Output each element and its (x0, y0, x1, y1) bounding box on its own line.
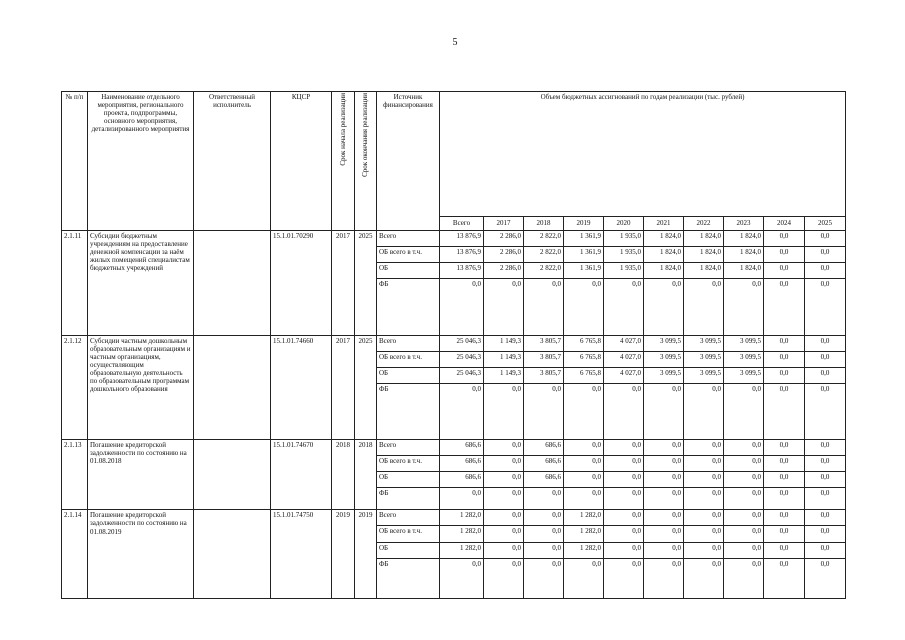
value-cell: 1 824,0 (684, 247, 724, 263)
value-cell: 0,0 (764, 279, 805, 335)
value-cell: 0,0 (604, 440, 644, 456)
value-cell: 0,0 (805, 335, 846, 351)
measure-name: Погашение кредиторской задолженности по состоянию на 01.08.2018 (88, 440, 194, 510)
value-cell: 0,0 (724, 279, 764, 335)
value-cell: 0,0 (805, 472, 846, 488)
value-cell: 0,0 (564, 456, 604, 472)
value-cell: 0,0 (644, 526, 684, 542)
value-cell: 0,0 (764, 263, 805, 279)
value-cell: 4 027,0 (604, 351, 644, 367)
value-cell: 0,0 (805, 247, 846, 263)
value-cell: 1 824,0 (644, 247, 684, 263)
source-label: ФБ (377, 279, 440, 335)
value-cell: 1 149,3 (484, 367, 524, 383)
value-cell: 0,0 (724, 526, 764, 542)
responsible-cell (194, 335, 271, 440)
header-source: Источник финансирования (377, 92, 440, 231)
value-cell: 0,0 (644, 383, 684, 439)
value-cell: 0,0 (764, 542, 805, 558)
value-cell: 0,0 (684, 526, 724, 542)
value-cell: 1 282,0 (564, 542, 604, 558)
value-cell: 0,0 (484, 440, 524, 456)
value-cell: 1 282,0 (440, 542, 484, 558)
source-label: ОБ (377, 263, 440, 279)
value-cell: 0,0 (604, 279, 644, 335)
kcsr-code: 15.1.01.70290 (271, 231, 332, 336)
value-cell: 0,0 (604, 456, 644, 472)
value-cell: 1 824,0 (644, 231, 684, 247)
year-header: 2020 (604, 217, 644, 231)
value-cell: 0,0 (484, 383, 524, 439)
value-cell: 0,0 (684, 440, 724, 456)
value-cell: 0,0 (724, 440, 764, 456)
responsible-cell (194, 510, 271, 599)
measure-name: Субсидии бюджетным учреждениям на предоставление денежной компенсации за наём жилых помещений специалистам бюджетных учреждений (88, 231, 194, 336)
value-cell: 0,0 (564, 558, 604, 598)
value-cell: 6 765,8 (564, 335, 604, 351)
year-header: 2024 (764, 217, 805, 231)
table-row (62, 440, 846, 456)
source-label: Всего (377, 510, 440, 526)
value-cell: 1 282,0 (440, 510, 484, 526)
source-label: Всего (377, 440, 440, 456)
value-cell: 686,6 (440, 472, 484, 488)
value-cell: 0,0 (484, 472, 524, 488)
source-label: Всего (377, 335, 440, 351)
value-cell: 25 046,3 (440, 335, 484, 351)
value-cell: 0,0 (805, 542, 846, 558)
value-cell: 0,0 (484, 510, 524, 526)
value-cell: 0,0 (724, 456, 764, 472)
value-cell: 25 046,3 (440, 367, 484, 383)
header-start: Срок начала реализации (332, 92, 355, 231)
value-cell: 0,0 (484, 279, 524, 335)
value-cell: 1 824,0 (684, 231, 724, 247)
start-year: 2018 (332, 440, 355, 510)
value-cell: 0,0 (604, 558, 644, 598)
value-cell: 0,0 (564, 383, 604, 439)
value-cell: 1 824,0 (644, 263, 684, 279)
header-num: № п/п (62, 92, 88, 231)
value-cell: 3 099,5 (684, 335, 724, 351)
value-cell: 0,0 (684, 488, 724, 510)
kcsr-code: 15.1.01.74750 (271, 510, 332, 599)
budget-table (61, 91, 846, 599)
value-cell: 686,6 (524, 440, 564, 456)
row-number: 2.1.11 (62, 231, 88, 336)
header-responsible: Ответственный исполнитель (194, 92, 271, 231)
value-cell: 0,0 (764, 231, 805, 247)
value-cell: 0,0 (805, 351, 846, 367)
value-cell: 1 824,0 (724, 263, 764, 279)
value-cell: 0,0 (524, 558, 564, 598)
header-kcsr: КЦСР (271, 92, 332, 231)
value-cell: 0,0 (564, 279, 604, 335)
value-cell: 3 099,5 (644, 335, 684, 351)
value-cell: 0,0 (484, 526, 524, 542)
year-header: 2019 (564, 217, 604, 231)
value-cell: 6 765,8 (564, 351, 604, 367)
header-name: Наименование отдельного мероприятия, регионального проекта, подпрограммы, основного мероприятия, детализированного мероприятия (88, 92, 194, 231)
source-label: ФБ (377, 488, 440, 510)
value-cell: 0,0 (524, 279, 564, 335)
value-cell: 6 765,8 (564, 367, 604, 383)
value-cell: 0,0 (604, 510, 644, 526)
value-cell: 0,0 (764, 558, 805, 598)
value-cell: 1 361,9 (564, 247, 604, 263)
value-cell: 1 824,0 (684, 263, 724, 279)
value-cell: 0,0 (684, 472, 724, 488)
responsible-cell (194, 440, 271, 510)
value-cell: 0,0 (764, 456, 805, 472)
header-volume: Объем бюджетных ассигнований по годам реализации (тыс. рублей) (440, 92, 846, 217)
year-header: 2025 (805, 217, 846, 231)
value-cell: 3 099,5 (724, 351, 764, 367)
year-header: 2018 (524, 217, 564, 231)
source-label: ОБ (377, 367, 440, 383)
value-cell: 0,0 (764, 351, 805, 367)
end-year: 2019 (355, 510, 377, 599)
value-cell: 2 286,0 (484, 247, 524, 263)
row-number: 2.1.12 (62, 335, 88, 440)
value-cell: 0,0 (805, 456, 846, 472)
kcsr-code: 15.1.01.74670 (271, 440, 332, 510)
value-cell: 0,0 (764, 472, 805, 488)
value-cell: 1 361,9 (564, 263, 604, 279)
value-cell: 0,0 (684, 279, 724, 335)
value-cell: 0,0 (684, 456, 724, 472)
value-cell: 2 822,0 (524, 263, 564, 279)
value-cell: 0,0 (764, 510, 805, 526)
value-cell: 0,0 (724, 558, 764, 598)
end-year: 2018 (355, 440, 377, 510)
value-cell: 4 027,0 (604, 367, 644, 383)
value-cell: 0,0 (484, 456, 524, 472)
source-label: ОБ всего в т.ч. (377, 247, 440, 263)
source-label: ОБ всего в т.ч. (377, 351, 440, 367)
value-cell: 0,0 (564, 488, 604, 510)
value-cell: 0,0 (805, 279, 846, 335)
value-cell: 686,6 (440, 440, 484, 456)
value-cell: 0,0 (440, 383, 484, 439)
year-header: 2017 (484, 217, 524, 231)
value-cell: 3 805,7 (524, 351, 564, 367)
value-cell: 0,0 (644, 488, 684, 510)
source-label: ОБ (377, 472, 440, 488)
value-cell: 3 805,7 (524, 367, 564, 383)
value-cell: 1 282,0 (564, 510, 604, 526)
value-cell: 0,0 (644, 510, 684, 526)
value-cell: 3 099,5 (684, 367, 724, 383)
value-cell: 0,0 (724, 510, 764, 526)
year-header: Всего (440, 217, 484, 231)
value-cell: 0,0 (764, 247, 805, 263)
value-cell: 0,0 (764, 335, 805, 351)
value-cell: 0,0 (764, 526, 805, 542)
value-cell: 0,0 (805, 367, 846, 383)
value-cell: 3 099,5 (644, 367, 684, 383)
table-body (62, 231, 846, 599)
value-cell: 0,0 (564, 440, 604, 456)
value-cell: 0,0 (724, 542, 764, 558)
value-cell: 0,0 (484, 542, 524, 558)
value-cell: 0,0 (644, 456, 684, 472)
value-cell: 0,0 (644, 440, 684, 456)
value-cell: 13 876,9 (440, 231, 484, 247)
value-cell: 0,0 (524, 510, 564, 526)
value-cell: 0,0 (805, 526, 846, 542)
value-cell: 1 935,0 (604, 263, 644, 279)
value-cell: 1 149,3 (484, 351, 524, 367)
value-cell: 0,0 (805, 510, 846, 526)
source-label: ОБ (377, 542, 440, 558)
value-cell: 0,0 (524, 488, 564, 510)
value-cell: 0,0 (604, 472, 644, 488)
value-cell: 0,0 (524, 542, 564, 558)
value-cell: 0,0 (724, 488, 764, 510)
value-cell: 686,6 (440, 456, 484, 472)
measure-name: Субсидии частным дошкольным образовательным организациям и частным организациям, осуществляющим образовательную деятельность по образовательным программам дошкольного образования (88, 335, 194, 440)
value-cell: 2 286,0 (484, 231, 524, 247)
value-cell: 686,6 (524, 456, 564, 472)
value-cell: 0,0 (644, 279, 684, 335)
table-row (62, 335, 846, 351)
value-cell: 0,0 (684, 558, 724, 598)
kcsr-code: 15.1.01.74660 (271, 335, 332, 440)
value-cell: 1 361,9 (564, 231, 604, 247)
value-cell: 0,0 (524, 526, 564, 542)
value-cell: 0,0 (524, 383, 564, 439)
value-cell: 0,0 (684, 383, 724, 439)
value-cell: 0,0 (440, 279, 484, 335)
table-header (62, 92, 846, 231)
value-cell: 0,0 (440, 558, 484, 598)
value-cell: 2 822,0 (524, 231, 564, 247)
year-header: 2023 (724, 217, 764, 231)
value-cell: 0,0 (604, 488, 644, 510)
value-cell: 3 099,5 (724, 367, 764, 383)
value-cell: 2 822,0 (524, 247, 564, 263)
value-cell: 0,0 (484, 558, 524, 598)
value-cell: 0,0 (805, 440, 846, 456)
value-cell: 1 935,0 (604, 231, 644, 247)
source-label: ОБ всего в т.ч. (377, 526, 440, 542)
value-cell: 0,0 (644, 542, 684, 558)
value-cell: 3 099,5 (724, 335, 764, 351)
value-cell: 0,0 (764, 383, 805, 439)
table-row (62, 510, 846, 526)
value-cell: 1 282,0 (440, 526, 484, 542)
value-cell: 0,0 (604, 383, 644, 439)
value-cell: 0,0 (604, 542, 644, 558)
value-cell: 13 876,9 (440, 263, 484, 279)
value-cell: 0,0 (440, 488, 484, 510)
source-label: ФБ (377, 383, 440, 439)
year-header: 2022 (684, 217, 724, 231)
row-number: 2.1.13 (62, 440, 88, 510)
value-cell: 0,0 (805, 558, 846, 598)
value-cell: 0,0 (564, 472, 604, 488)
start-year: 2019 (332, 510, 355, 599)
value-cell: 1 824,0 (724, 231, 764, 247)
value-cell: 0,0 (805, 488, 846, 510)
value-cell: 1 935,0 (604, 247, 644, 263)
value-cell: 1 149,3 (484, 335, 524, 351)
value-cell: 4 027,0 (604, 335, 644, 351)
end-year: 2025 (355, 335, 377, 440)
value-cell: 0,0 (604, 526, 644, 542)
row-number: 2.1.14 (62, 510, 88, 599)
end-year: 2025 (355, 231, 377, 336)
value-cell: 0,0 (805, 231, 846, 247)
value-cell: 3 099,5 (644, 351, 684, 367)
value-cell: 13 876,9 (440, 247, 484, 263)
value-cell: 0,0 (684, 510, 724, 526)
source-label: ФБ (377, 558, 440, 598)
value-cell: 1 824,0 (724, 247, 764, 263)
source-label: Всего (377, 231, 440, 247)
value-cell: 0,0 (484, 488, 524, 510)
year-header: 2021 (644, 217, 684, 231)
value-cell: 0,0 (724, 472, 764, 488)
value-cell: 0,0 (764, 440, 805, 456)
measure-name: Погашение кредиторской задолженности по состоянию на 01.08.2019 (88, 510, 194, 599)
value-cell: 686,6 (524, 472, 564, 488)
header-end: Срок окончания реализации (355, 92, 377, 231)
value-cell: 25 046,3 (440, 351, 484, 367)
page-number: 5 (452, 37, 458, 48)
source-label: ОБ всего в т.ч. (377, 456, 440, 472)
value-cell: 0,0 (724, 383, 764, 439)
value-cell: 1 282,0 (564, 526, 604, 542)
value-cell: 3 805,7 (524, 335, 564, 351)
table-row (62, 231, 846, 247)
responsible-cell (194, 231, 271, 336)
value-cell: 2 286,0 (484, 263, 524, 279)
value-cell: 0,0 (805, 383, 846, 439)
value-cell: 3 099,5 (684, 351, 724, 367)
start-year: 2017 (332, 231, 355, 336)
value-cell: 0,0 (684, 542, 724, 558)
start-year: 2017 (332, 335, 355, 440)
value-cell: 0,0 (764, 367, 805, 383)
value-cell: 0,0 (644, 558, 684, 598)
value-cell: 0,0 (805, 263, 846, 279)
value-cell: 0,0 (764, 488, 805, 510)
value-cell: 0,0 (644, 472, 684, 488)
